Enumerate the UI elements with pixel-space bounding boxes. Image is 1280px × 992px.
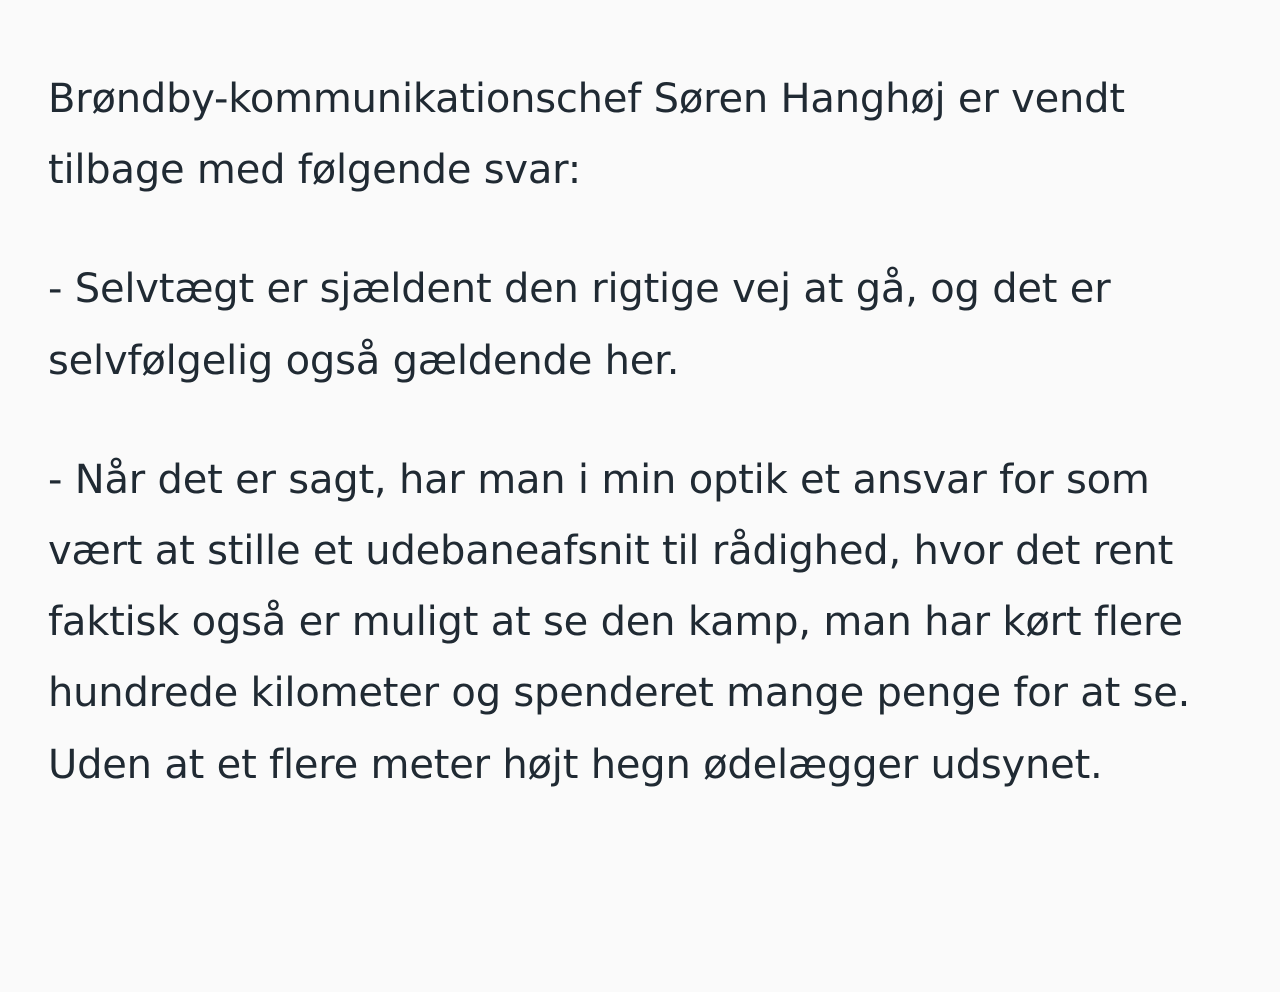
paragraph-intro: Brøndby-kommunikationschef Søren Hanghøj er vendt tilbage med følgende svar: [48,76,1138,194]
article-body [48,64,1232,801]
paragraph-quote-1: - Selvtægt er sjældent den rigtige vej at gå, og det er selvfølgelig også gældende her. [48,266,1123,384]
paragraph-quote-2: - Når det er sagt, har man i min optik et ansvar for som vært at stille et udebaneafsnit til rådighed, hvor det rent faktisk også er muligt at se den kamp, man har kørt flere hundrede kilometer og spenderet mange penge for at se. Uden at et flere meter højt hegn ødelægger udsynet. [48,456,1203,788]
